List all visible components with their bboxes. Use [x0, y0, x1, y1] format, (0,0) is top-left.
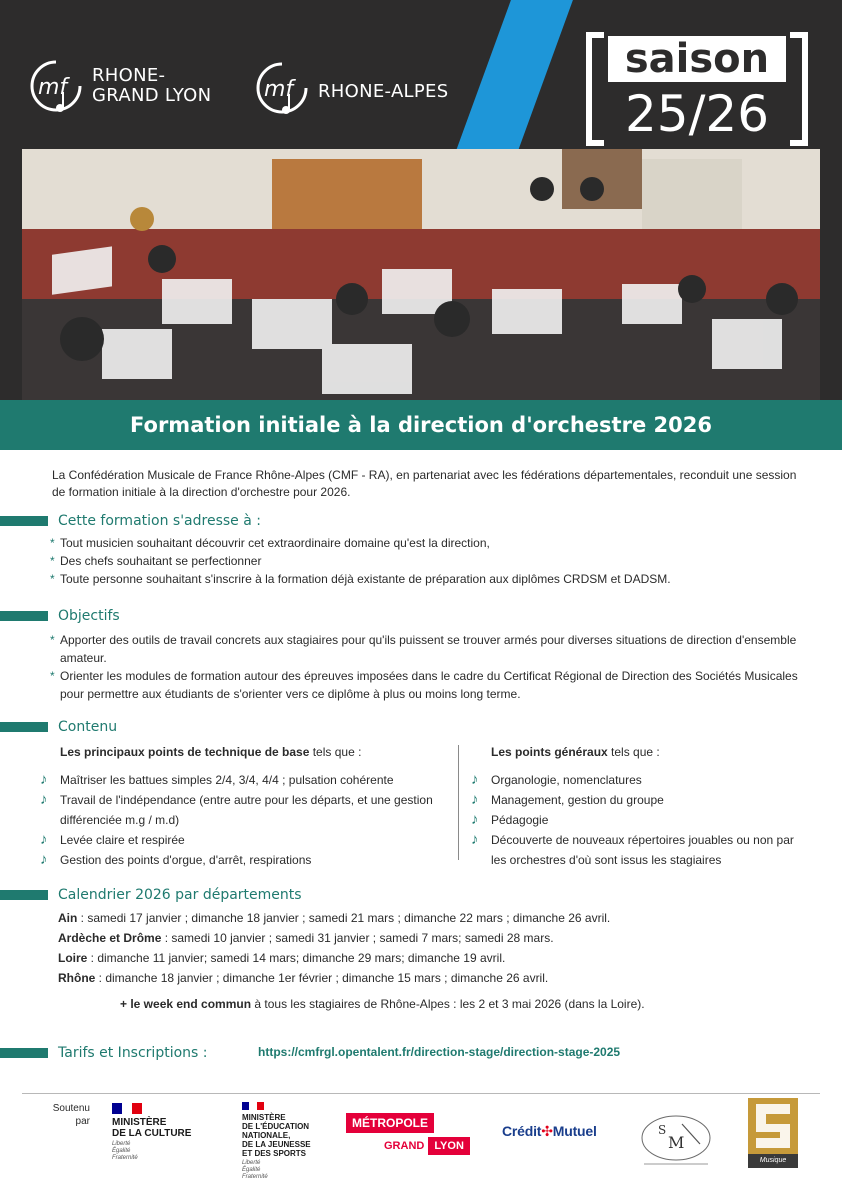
- bracket-right: [790, 32, 808, 146]
- musique-caption: Musique: [748, 1154, 798, 1168]
- calendar-row: [58, 908, 818, 928]
- mutuel-word: Mutuel: [552, 1123, 597, 1139]
- music-note-icon: ♪: [40, 851, 48, 868]
- list-item: [471, 770, 811, 790]
- contenu-left-column: [40, 742, 450, 870]
- section-bar: [0, 890, 48, 900]
- list-item-text: Orienter les modules de formation autour des épreuves imposées dans le cadre du Certificat Régional de Direction des Sociétés Musicales pour permettre aux étudiants de s'orienter vers ce diplôme à plus ou moins long terme.: [60, 669, 798, 701]
- section-bar: [0, 722, 48, 732]
- metropole-top: MÉTROPOLE: [346, 1113, 434, 1133]
- calendar-block: [58, 908, 818, 1014]
- calendar-dept: Loire: [58, 951, 88, 965]
- music-note-icon: ♪: [471, 771, 479, 788]
- list-item: [40, 770, 450, 790]
- calendar-dept: Ardèche et Drôme: [58, 931, 162, 945]
- logo-societe-musicale-icon: [638, 1114, 714, 1170]
- section-tarifs-title: Tarifs et Inscriptions :: [58, 1045, 208, 1061]
- contenu-left-title: [40, 742, 450, 762]
- logo1-line2: GRAND LYON: [92, 85, 212, 106]
- music-note-icon: ♪: [471, 811, 479, 828]
- contenu-right-title-bold: Les points généraux: [491, 745, 608, 759]
- bracket-left: [586, 32, 604, 146]
- soutenu-line1: Soutenu: [52, 1103, 90, 1114]
- list-item-text: Tout musicien souhaitant découvrir cet extraordinaire domaine qu'est la direction,: [60, 536, 490, 550]
- calendar-dept: Ain: [58, 911, 78, 925]
- objectifs-list: [50, 631, 810, 703]
- list-item: [471, 790, 811, 810]
- section-contenu-header: [0, 718, 117, 736]
- section-bar: [0, 516, 48, 526]
- motto-line: Égalité: [242, 1167, 261, 1173]
- calendar-dates: : dimanche 11 janvier; samedi 14 mars; dimanche 29 mars; dimanche 19 avril.: [87, 951, 506, 965]
- motto-line: Liberté: [242, 1160, 261, 1166]
- asterisk-icon: *: [50, 572, 55, 586]
- orchestra-photo: [22, 149, 820, 400]
- header: [0, 0, 842, 400]
- soutenu-par-label: [48, 1102, 90, 1128]
- calendar-dates: : dimanche 18 janvier ; dimanche 1er février ; dimanche 15 mars ; dimanche 26 avril.: [95, 971, 549, 985]
- list-item-text: Maîtriser les battues simples 2/4, 3/4, 4/4 ; pulsation cohérente: [60, 773, 394, 787]
- culture-line1: MINISTÈRE: [112, 1117, 167, 1128]
- calendar-dates: : samedi 10 janvier ; samedi 31 janvier ; samedi 7 mars; samedi 28 mars.: [161, 931, 554, 945]
- contenu-right-column: [471, 742, 811, 870]
- logo2-line1: RHONE-ALPES: [318, 81, 449, 102]
- culture-line2: DE LA CULTURE: [112, 1128, 192, 1139]
- list-item: [40, 790, 450, 830]
- logo-musique-icon: [748, 1098, 798, 1168]
- title-band: [0, 400, 842, 450]
- education-line: MINISTÈRE: [242, 1113, 286, 1122]
- list-item-text: Management, gestion du groupe: [491, 793, 664, 807]
- audience-list: [50, 534, 810, 588]
- list-item-text: Travail de l'indépendance (entre autre pour les départs, et une gestion différenciée m.g / m.d): [60, 793, 433, 827]
- contenu-left-title-rest: tels que :: [309, 745, 362, 759]
- logo-metropole-grand-lyon: [346, 1113, 478, 1155]
- section-objectifs-title: Objectifs: [58, 608, 120, 624]
- list-item-text: Des chefs souhaitant se perfectionner: [60, 554, 262, 568]
- calendar-row: [58, 968, 818, 988]
- list-item: [471, 830, 811, 870]
- logo-ministere-culture: [112, 1103, 191, 1162]
- music-note-icon: ♪: [471, 791, 479, 808]
- motto-line: Égalité: [112, 1148, 131, 1154]
- list-item-text: Pédagogie: [491, 813, 549, 827]
- calendar-row: [58, 948, 818, 968]
- section-audience-title: Cette formation s'adresse à :: [58, 513, 261, 529]
- music-note-icon: ♪: [40, 791, 48, 808]
- logo-cmf-rhone-grand-lyon: [26, 56, 211, 116]
- credit-mutuel-cross-icon: ✣: [541, 1123, 553, 1139]
- calendar-dept: Rhône: [58, 971, 96, 985]
- education-line: ET DES SPORTS: [242, 1149, 307, 1158]
- saison-word: saison: [608, 36, 786, 82]
- orchestra-photo-illustration: [22, 149, 820, 400]
- french-flag-icon: [112, 1103, 142, 1114]
- music-note-icon: ♪: [40, 771, 48, 788]
- list-item-text: Toute personne souhaitant s'inscrire à la formation déjà existante de préparation aux diplômes CRDSM et DADSM.: [60, 572, 671, 586]
- logo-credit-mutuel: [502, 1123, 597, 1140]
- french-flag-icon: [242, 1102, 264, 1110]
- section-objectifs-header: [0, 607, 120, 625]
- cmf-logo-icon: [252, 58, 312, 118]
- common-weekend-bold: + le week end commun: [120, 997, 252, 1011]
- list-item-text: Levée claire et respirée: [60, 833, 185, 847]
- section-bar: [0, 611, 48, 621]
- credit-word: Crédit: [502, 1123, 542, 1139]
- section-audience-header: [0, 512, 261, 530]
- contenu-right-title-rest: tels que :: [607, 745, 660, 759]
- svg-text:S: S: [658, 1123, 667, 1137]
- list-item: [40, 850, 450, 870]
- list-item: [50, 552, 810, 570]
- asterisk-icon: *: [50, 536, 55, 550]
- list-item-text: Gestion des points d'orgue, d'arrêt, respirations: [60, 853, 312, 867]
- contenu-left-title-bold: Les principaux points de technique de base: [60, 745, 310, 759]
- soutenu-line2: par: [75, 1116, 90, 1127]
- musique-emblem-icon: [748, 1098, 798, 1154]
- svg-text:mf: mf: [38, 75, 68, 100]
- intro-paragraph: La Confédération Musicale de France Rhône-Alpes (CMF - RA), en partenariat avec les fédérations départementales, reconduit une session de formation initiale à la direction d'orchestre pour 2026.: [52, 468, 797, 499]
- list-item: [40, 830, 450, 850]
- contenu-right-title: [471, 742, 811, 762]
- list-item-text: Découverte de nouveaux répertoires jouables ou non par les orchestres d'où sont issus les stagiaires: [491, 833, 794, 867]
- motto-line: Fraternité: [112, 1155, 138, 1161]
- motto-line: Fraternité: [242, 1174, 268, 1180]
- saison-badge: [586, 32, 808, 146]
- education-motto: [242, 1160, 311, 1181]
- asterisk-icon: *: [50, 633, 55, 647]
- motto-line: Liberté: [112, 1141, 131, 1147]
- list-item-text: Organologie, nomenclatures: [491, 773, 642, 787]
- logo1-line1: RHONE-: [92, 65, 166, 86]
- cmf-logo-icon: [26, 56, 86, 116]
- education-line: NATIONALE,: [242, 1131, 291, 1140]
- list-item: [471, 810, 811, 830]
- section-bar: [0, 1048, 48, 1058]
- metropole-lyon: LYON: [428, 1137, 470, 1155]
- calendar-dates: : samedi 17 janvier ; dimanche 18 janvier ; samedi 21 mars ; dimanche 22 mars ; dimanche 26 avril.: [77, 911, 611, 925]
- page-title: Formation initiale à la direction d'orchestre 2026: [130, 413, 712, 437]
- svg-text:M: M: [668, 1133, 685, 1152]
- list-item: [50, 570, 810, 588]
- culture-motto: [112, 1141, 191, 1162]
- section-contenu-title: Contenu: [58, 719, 118, 735]
- column-divider: [458, 745, 459, 860]
- calendar-row: [58, 928, 818, 948]
- asterisk-icon: *: [50, 669, 55, 683]
- calendar-common-weekend: [58, 994, 818, 1014]
- registration-link[interactable]: https://cmfrgl.opentalent.fr/direction-stage/direction-stage-2025: [258, 1045, 621, 1059]
- logo-cmf-rhone-alpes: [252, 58, 448, 118]
- list-item: [50, 667, 810, 703]
- saison-year: 25/26: [624, 85, 770, 143]
- section-calendrier-header: [0, 886, 302, 904]
- footer-divider: [22, 1093, 820, 1094]
- music-note-icon: ♪: [40, 831, 48, 848]
- education-line: DE L'ÉDUCATION: [242, 1122, 310, 1131]
- svg-text:mf: mf: [264, 77, 294, 102]
- list-item: [50, 631, 810, 667]
- logo-ministere-education: [242, 1102, 311, 1181]
- common-weekend-text: à tous les stagiaires de Rhône-Alpes : les 2 et 3 mai 2026 (dans la Loire).: [251, 997, 645, 1011]
- music-note-icon: ♪: [471, 831, 479, 848]
- metropole-bottom: [384, 1137, 478, 1155]
- section-tarifs-header: [0, 1044, 208, 1062]
- section-calendrier-title: Calendrier 2026 par départements: [58, 887, 302, 903]
- list-item-text: Apporter des outils de travail concrets aux stagiaires pour qu'ils puissent se trouver armés pour diverses situations de direction d'ensemble amateur.: [60, 633, 797, 665]
- education-line: DE LA JEUNESSE: [242, 1140, 311, 1149]
- metropole-grand: GRAND: [384, 1140, 425, 1152]
- list-item: [50, 534, 810, 552]
- asterisk-icon: *: [50, 554, 55, 568]
